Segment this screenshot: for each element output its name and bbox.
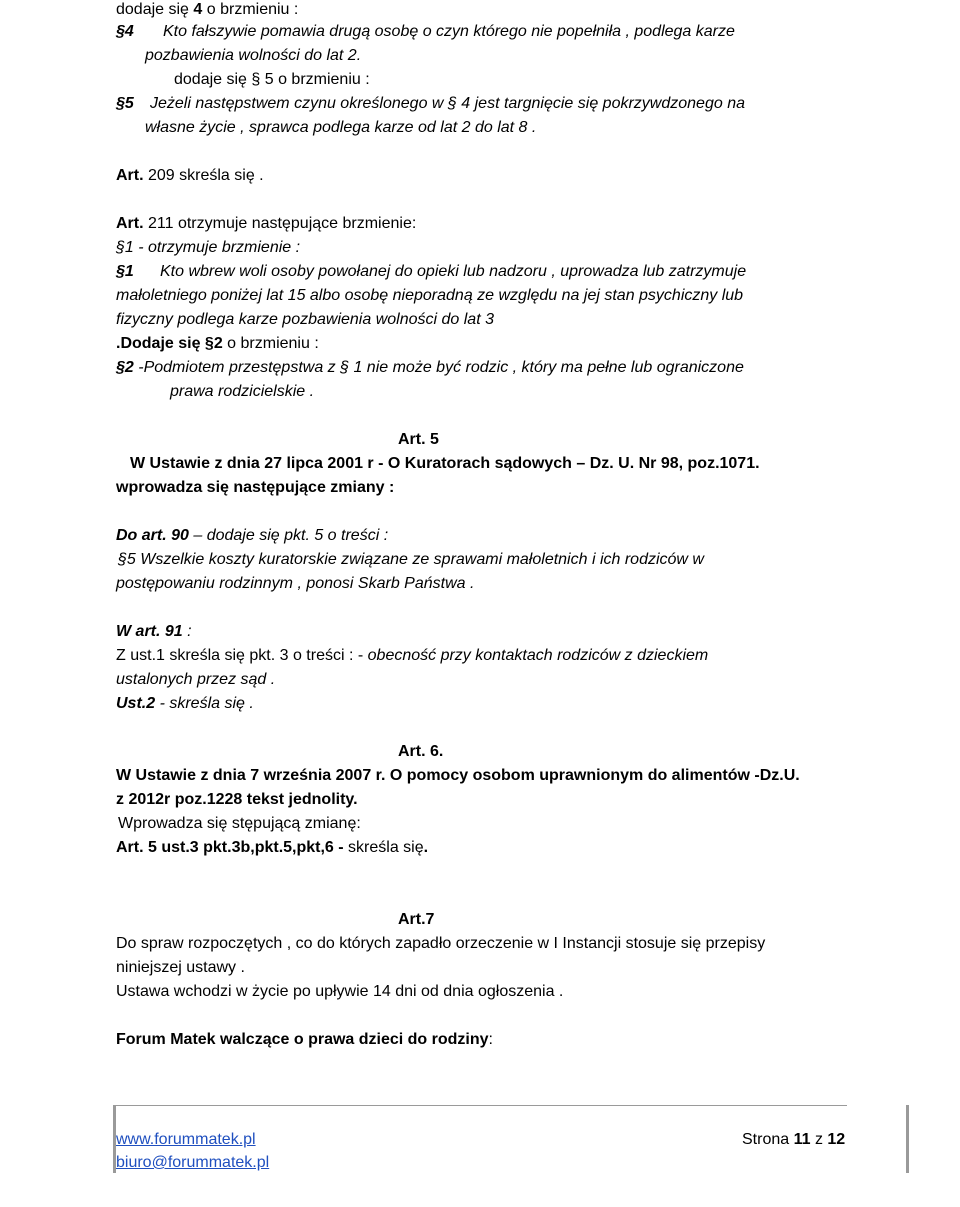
text: 209 skreśla się . <box>143 167 264 184</box>
email-link[interactable]: biuro@forummatek.pl <box>116 1154 270 1171</box>
text: -Podmiotem przestępstwa z § 1 nie może być rodzic , który ma pełne lub ograniczone <box>133 359 744 376</box>
closing-line <box>116 1030 493 1050</box>
paragraph-number: 2 <box>124 359 134 376</box>
text: 211 otrzymuje następujące brzmienie: <box>143 215 417 232</box>
art-90-line <box>116 526 388 546</box>
art-90-p5-line2: postępowaniu rodzinnym , ponosi Skarb Państwa . <box>116 575 475 592</box>
text: 1 - otrzymuje brzmienie : <box>124 239 301 256</box>
article-ref: Do art. 90 <box>116 527 189 544</box>
art-90-p5-line1: §5 Wszelkie koszty kuratorskie związane ze sprawami małoletnich i ich rodziców w <box>118 551 704 568</box>
art-6-title-line1: W Ustawie z dnia 7 września 2007 r. O pomocy osobom uprawnionym do alimentów -Dz.U. <box>116 767 800 784</box>
paragraph-number: 1 <box>124 263 134 280</box>
text: obecność przy kontaktach rodziców z dzieckiem <box>367 647 709 664</box>
text: : <box>488 1031 493 1048</box>
text: Forum Matek walczące o prawa dzieci do rodziny <box>116 1031 489 1048</box>
amendment-line-1 <box>116 0 298 20</box>
art-6-change <box>116 838 428 858</box>
paragraph-number: 4 <box>124 23 134 40</box>
text: Z ust.1 skreśla się pkt. 3 o treści : - <box>116 647 368 664</box>
art-91-line <box>116 622 192 642</box>
art-91-ust2 <box>116 694 254 714</box>
art-91-ust1-line1 <box>116 646 708 666</box>
website-link[interactable]: www.forummatek.pl <box>116 1131 256 1148</box>
art-211-sub <box>116 238 300 258</box>
text: – dodaje się pkt. 5 o treści : <box>188 527 389 544</box>
text: o brzmieniu : <box>222 335 319 352</box>
text: o brzmieniu : <box>202 1 299 18</box>
section-symbol: § <box>116 239 125 256</box>
text: - skreśla się . <box>155 695 254 712</box>
page-number <box>742 1130 845 1150</box>
amendment-line-6: własne życie , sprawca podlega karze od lat 2 do lat 8 . <box>145 119 537 136</box>
footer-bracket-right <box>906 1105 909 1173</box>
amendment-line-3: pozbawienia wolności do lat 2. <box>145 47 362 64</box>
page-total: 12 <box>827 1131 846 1148</box>
text: skreśla się <box>348 839 424 856</box>
art-5-heading: Art. 5 <box>398 431 439 448</box>
section-symbol: § <box>116 95 125 112</box>
paragraph-number: 2 <box>213 335 223 352</box>
footer-rule-top <box>113 1105 847 1106</box>
art-211 <box>116 214 416 234</box>
amendment-line-2-text: Kto fałszywie pomawia drugą osobę o czyn którego nie popełniła , podlega karze <box>163 23 735 40</box>
amendment-line-5-text: Jeżeli następstwem czynu określonego w § 4 jest targnięcie się pokrzywdzonego na <box>150 95 745 112</box>
section-symbol: § <box>204 335 214 352</box>
art-211-p2-line1 <box>116 358 744 378</box>
art-211-p1-num <box>116 262 134 282</box>
art-7-heading: Art.7 <box>398 911 435 928</box>
paragraph-number: 5 <box>124 95 134 112</box>
add-label: .Dodaje się <box>116 335 205 352</box>
art-91-ust1-line2: ustalonych przez sąd . <box>116 671 276 688</box>
text: Strona <box>742 1131 794 1148</box>
amendment-line-5 <box>116 94 134 114</box>
amendment-line-4: dodaje się § 5 o brzmieniu : <box>174 71 370 88</box>
art-211-p1-line3: fizyczny podlega karze pozbawienia wolności do lat 3 <box>116 311 494 328</box>
art-6-intro: Wprowadza się stępującą zmianę: <box>118 815 361 832</box>
text: dodaje się <box>116 1 194 18</box>
art-5-title: W Ustawie z dnia 27 lipca 2001 r - O Kuratorach sądowych – Dz. U. Nr 98, poz.1071. <box>130 455 760 472</box>
art-5-intro: wprowadza się następujące zmiany : <box>116 479 395 496</box>
text: Art. 5 ust.3 pkt.3b,pkt.5,pkt,6 - <box>116 839 349 856</box>
section-symbol: § <box>116 359 125 376</box>
article-label: Art. <box>116 215 144 232</box>
art-6-title-line2: z 2012r poz.1228 tekst jednolity. <box>116 791 358 808</box>
text: z <box>810 1131 828 1148</box>
paragraph-number: 4 <box>193 1 203 18</box>
art-7-line3: Ustawa wchodzi w życie po upływie 14 dni od dnia ogłoszenia . <box>116 983 564 1000</box>
art-209 <box>116 166 264 186</box>
art-211-p1-line2: małoletniego poniżej lat 15 albo osobę nieporadną ze względu na jej stan psychiczny lub <box>116 287 744 304</box>
art-211-add <box>116 334 319 354</box>
page-current: 11 <box>793 1131 811 1148</box>
art-6-heading: Art. 6. <box>398 743 444 760</box>
article-ref: W art. 91 <box>116 623 183 640</box>
article-ref: Ust.2 <box>116 695 156 712</box>
art-211-p1-line1: Kto wbrew woli osoby powołanej do opieki lub nadzoru , uprowadza lub zatrzymuje <box>160 263 747 280</box>
section-symbol: § <box>116 263 125 280</box>
text: : <box>182 623 192 640</box>
art-7-line2: niniejszej ustawy . <box>116 959 245 976</box>
amendment-line-2 <box>116 22 134 42</box>
article-label: Art. <box>116 167 144 184</box>
art-211-p2-line2: prawa rodzicielskie . <box>170 383 315 400</box>
text: . <box>423 839 429 856</box>
art-7-line1: Do spraw rozpoczętych , co do których zapadło orzeczenie w I Instancji stosuje się przepisy <box>116 935 766 952</box>
section-symbol: § <box>116 23 125 40</box>
